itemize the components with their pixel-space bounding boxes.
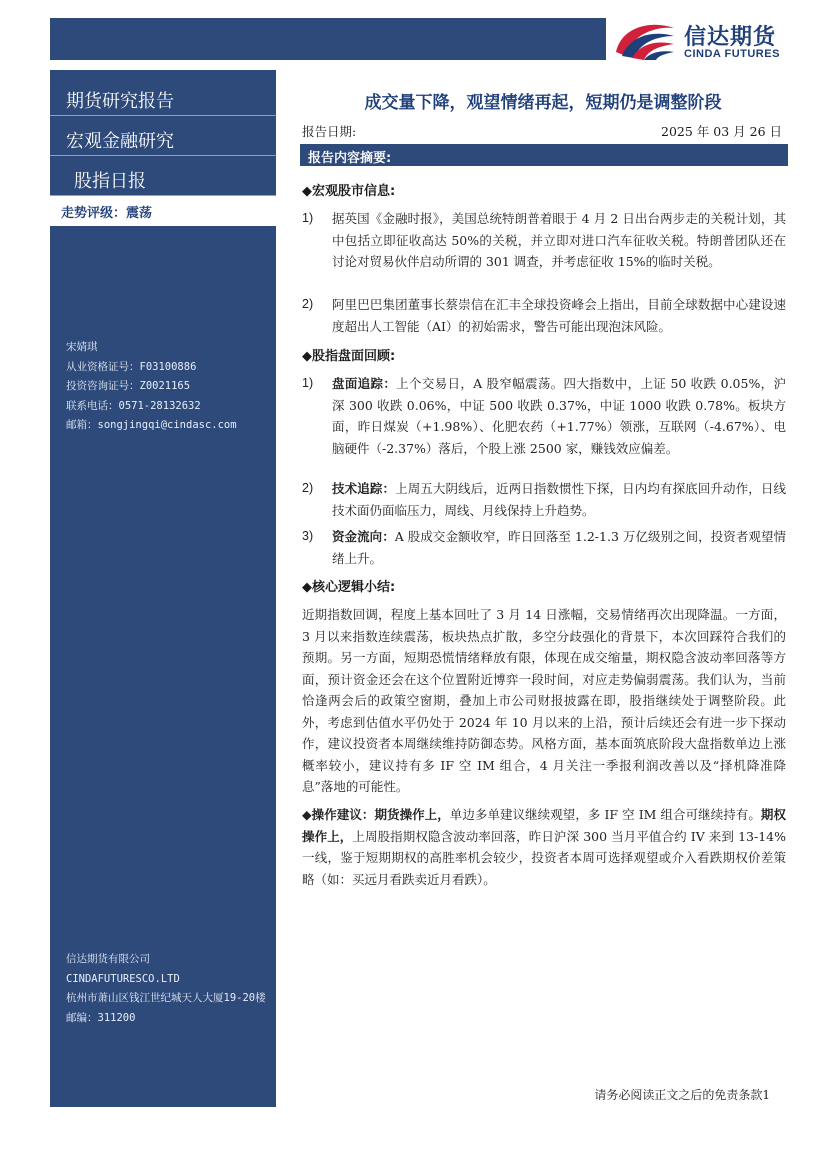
- macro-item-2: 2) 阿里巴巴集团董事长蔡崇信在汇丰全球投资峰会上指出，目前全球数据中心建设速度超出人工智能（AI）的初始需求，警告可能出现泡沫风险。: [302, 297, 786, 334]
- review-item-3: 3) 资金流向：A 股成交金额收窄，昨日回落至 1.2-1.3 万亿级别之间，投资者观望情绪上升。: [302, 529, 786, 566]
- trend-rating: [50, 196, 276, 226]
- cinda-logo: [612, 14, 802, 64]
- rating-value: 震荡: [126, 206, 153, 221]
- review-item-2: 2) 技术追踪：上周五大阴线后，近两日指数惯性下探，日内均有探底回升动作，日线技术面仍面临压力，周线、月线保持上升趋势。: [302, 481, 786, 518]
- analyst-info: [66, 338, 237, 436]
- phone-number: 联系电话：0571-28132632: [66, 399, 201, 412]
- company-en: CINDAFUTURESCO.LTD: [66, 972, 180, 985]
- op-options-text: 上周股指期权隐含波动率回落，昨日沪深 300 当月平值合约 IV 来到 13-14%一线，鉴于短期期权的高胜率机会较少，投资者本周可选择观望或介入看跌期权价差策略（如：买远月看跌卖近月看跌）。: [302, 828, 786, 887]
- logic-paragraph: 近期指数回调，程度上基本回吐了 3 月 14 日涨幅，交易情绪再次出现降温。一方面， 3 月以来指数连续震荡，板块热点扩散，多空分歧强化的背景下，本次回踩符合我们的预期。另一方面，短期恐慌情绪释放有限，体现在成交缩量，期权隐含波动率回落等方面，预计资金还会在这个位置附近博弈一段时间，对应走势偏弱震荡。我们认为，当前恰逢两会后的政策空窗期，叠加上市公司财报披露在即，股指继续处于调整阶段。此外，考虑到估值水平仍处于 2024 年 10 月以来的上沿，预计后续还会有进一步下探动作，建议投资者本周继续维持防御态势。风格方面，基本面筑底阶段大盘指数单边上涨概率较小，建议持有多 IF 空 IM 组合，4 月关注一季报利润改善以及“择机降准降息”落地的可能性。: [302, 607, 786, 794]
- sidebar: [50, 70, 276, 1107]
- section-macro-title: ◆宏观股市信息:: [302, 184, 396, 199]
- logo-cn-text: 信达期货: [684, 25, 777, 50]
- company-cn: 信达期货有限公司: [66, 953, 150, 965]
- op-futures-text: 单边多单建议继续观望，多 IF 空 IM 组合可继续持有。: [449, 807, 761, 822]
- report-title: 成交量下降，观望情绪再起，短期仍是调整阶段: [364, 93, 722, 113]
- op-options-label: 期权操作上，: [302, 807, 786, 844]
- consult-number: 投资咨询证号：Z0021165: [66, 380, 191, 392]
- summary-header: 报告内容摘要:: [300, 144, 788, 166]
- review-item-1: 1) 盘面追踪：上个交易日，A 股窄幅震荡。四大指数中，上证 50 收跌 0.05%，沪深 300 收跌 0.06%，中证 500 收跌 0.37%，中证 1000 收跌 0.78%。板块方面，昨日煤炭（+1.98%）、化肥农药（+1.77%）领涨，互联网（-4.67%）、电脑硬件（-2.37%）落后，个股上涨 2500 家，赚钱效应偏差。: [302, 376, 786, 456]
- op-futures-label: 期货操作上，: [374, 807, 450, 822]
- tag-index-daily: 股指日报: [50, 160, 276, 196]
- section-logic-title: ◆核心逻辑小结:: [302, 580, 396, 595]
- date-label: 报告日期:: [302, 124, 357, 139]
- op-label: ◆操作建议：: [302, 807, 375, 822]
- license-number: 从业资格证号：F03100886: [66, 360, 197, 373]
- analyst-name: 宋婧琪: [66, 341, 98, 353]
- rating-label: 走势评级：: [61, 206, 127, 221]
- logo-en-text: CINDA FUTURES: [684, 48, 780, 60]
- footer-disclaimer: 请务必阅读正文之后的免责条款1: [594, 1088, 770, 1102]
- section-review-title: ◆股指盘面回顾:: [302, 349, 396, 364]
- header-band: [50, 18, 606, 60]
- cinda-logo-icon: [612, 18, 678, 60]
- tag-futures-report: 期货研究报告: [50, 80, 276, 116]
- operation-advice: [302, 804, 786, 890]
- macro-item-1: 1) 据英国《金融时报》，美国总统特朗普着眼于 4 月 2 日出台两步走的关税计划，其中包括立即征收高达 50%的关税，并立即对进口汽车征收关税。特朗普团队还在讨论对贸易伙伴启动所谓的 301 调查，并考虑征收 15%的临时关税。: [302, 211, 786, 269]
- company-postcode: 邮编：311200: [66, 1011, 136, 1024]
- tag-macro-finance: 宏观金融研究: [50, 120, 276, 156]
- email-address[interactable]: 邮箱：songjingqi@cindasc.com: [66, 419, 237, 431]
- company-address: 杭州市萧山区钱江世纪城天人大厦19-20楼: [66, 992, 266, 1004]
- company-info: [66, 950, 266, 1028]
- date-value: 2025 年 03 月 26 日: [661, 124, 782, 139]
